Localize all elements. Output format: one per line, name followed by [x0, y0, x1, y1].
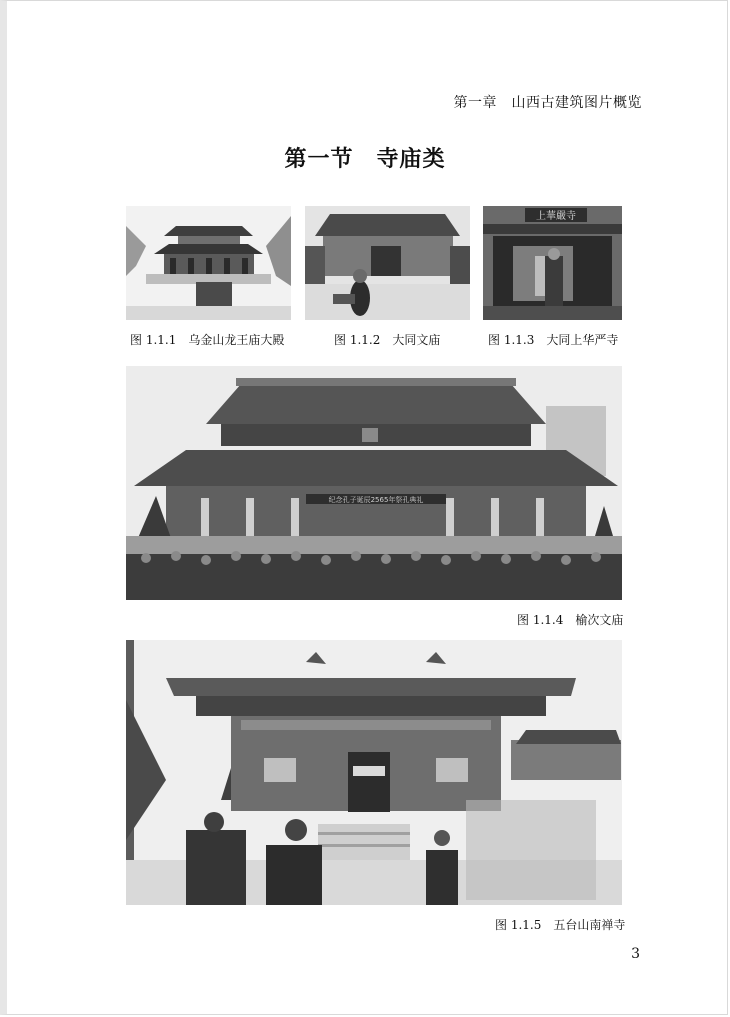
section-title: 第一节 寺庙类 [284, 147, 446, 172]
running-head: 第一章 山西古建筑图片概览 [453, 95, 642, 111]
page-number: 3 [631, 946, 640, 962]
figure-caption-4: 图 1.1.4 榆次文庙 [517, 613, 624, 627]
figure-caption-1: 图 1.1.1 乌金山龙王庙大殿 [130, 333, 285, 347]
photo-yuci-confucius-temple [126, 366, 622, 600]
figure-caption-3: 图 1.1.3 大同上华严寺 [488, 333, 619, 347]
figure-caption-5: 图 1.1.5 五台山南禅寺 [495, 918, 626, 932]
figure-caption-2: 图 1.1.2 大同文庙 [334, 333, 441, 347]
banner-text: 纪念孔子诞辰2565年祭孔典礼 [328, 496, 424, 504]
photo-datong-huayan-temple [483, 206, 622, 320]
plaque-text: 上華嚴寺 [536, 211, 576, 222]
photo-datong-confucius-temple [305, 206, 470, 320]
photo-wujinshan-temple [126, 206, 291, 320]
photo-nanchan-temple [126, 640, 622, 905]
